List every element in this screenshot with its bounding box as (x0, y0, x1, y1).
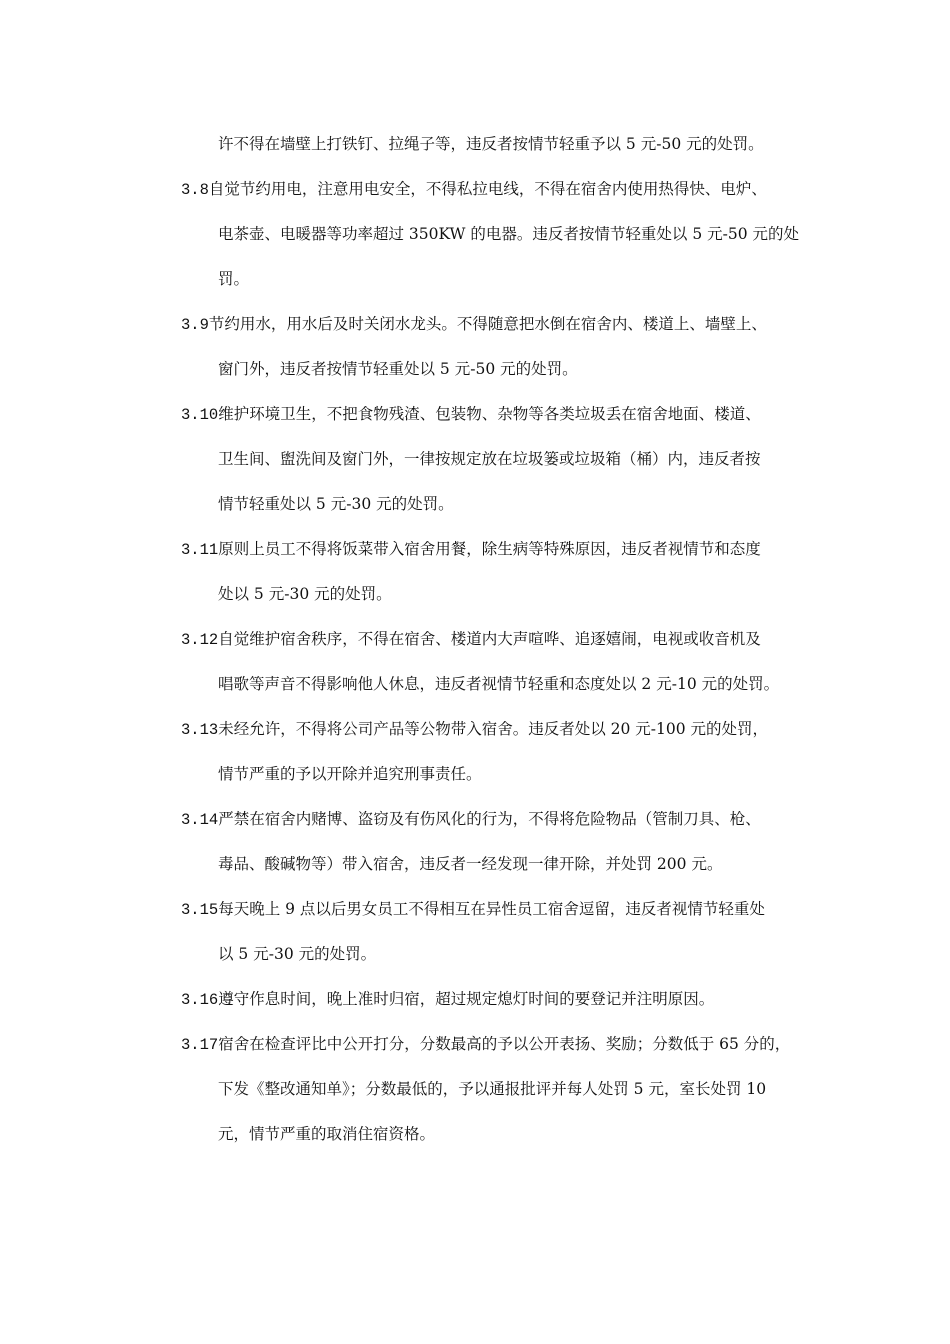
paragraph-line: 以 5 元-30 元的处罚。 (218, 945, 377, 963)
paragraph-line: 情节轻重处以 5 元-30 元的处罚。 (218, 495, 454, 513)
list-item-3-15 (181, 899, 765, 920)
paragraph-line: 许不得在墙壁上打铁钉、拉绳子等，违反者按情节轻重予以 5 元-50 元的处罚。 (218, 135, 764, 153)
item-text: 宿舍在检查评比中公开打分，分数最高的予以公开表扬、奖励；分数低于 65 分的， (218, 1035, 791, 1053)
list-item-3-8 (181, 179, 767, 200)
paragraph-line: 元，情节严重的取消住宿资格。 (218, 1125, 436, 1143)
paragraph-line: 毒品、酸碱物等）带入宿舍，违反者一经发现一律开除，并处罚 200 元。 (218, 855, 723, 873)
paragraph-line: 窗门外，违反者按情节轻重处以 5 元-50 元的处罚。 (218, 360, 578, 378)
item-number: 3.12 (181, 631, 219, 649)
list-item-3-14 (181, 809, 761, 830)
item-number: 3.17 (181, 1036, 219, 1054)
item-number: 3.9 (181, 316, 209, 334)
item-number: 3.11 (181, 541, 219, 559)
item-text: 自觉节约用电，注意用电安全，不得私拉电线，不得在宿舍内使用热得快、电炉、 (208, 180, 767, 198)
paragraph-line: 下发《整改通知单》；分数最低的，予以通报批评并每人处罚 5 元，室长处罚 10 (218, 1080, 767, 1098)
item-text: 严禁在宿舍内赌博、盗窃及有伤风化的行为，不得将危险物品（管制刀具、枪、 (218, 810, 761, 828)
list-item-3-13 (181, 719, 768, 740)
list-item-3-16 (181, 989, 714, 1010)
item-text: 维护环境卫生，不把食物残渣、包装物、杂物等各类垃圾丢在宿舍地面、楼道、 (218, 405, 761, 423)
paragraph-line: 处以 5 元-30 元的处罚。 (218, 585, 392, 603)
item-number: 3.14 (181, 811, 219, 829)
item-number: 3.8 (181, 181, 209, 199)
paragraph-line: 罚。 (218, 270, 250, 288)
item-number: 3.15 (181, 901, 219, 919)
item-text: 每天晚上 9 点以后男女员工不得相互在异性员工宿舍逗留，违反者视情节轻重处 (218, 900, 765, 918)
item-text: 未经允许，不得将公司产品等公物带入宿舍。违反者处以 20 元-100 元的处罚， (218, 720, 769, 738)
paragraph-line: 情节严重的予以开除并追究刑事责任。 (218, 765, 482, 783)
item-number: 3.13 (181, 721, 219, 739)
paragraph-line: 电茶壶、电暖器等功率超过 350KW 的电器。违反者按情节轻重处以 5 元-50 元的处 (218, 225, 800, 243)
item-number: 3.16 (181, 991, 219, 1009)
list-item-3-10 (181, 404, 761, 425)
paragraph-line: 卫生间、盥洗间及窗门外，一律按规定放在垃圾篓或垃圾箱（桶）内，违反者按 (218, 450, 761, 468)
paragraph-line: 唱歌等声音不得影响他人休息，违反者视情节轻重和态度处以 2 元-10 元的处罚。 (218, 675, 780, 693)
item-number: 3.10 (181, 406, 219, 424)
item-text: 遵守作息时间，晚上准时归宿，超过规定熄灯时间的要登记并注明原因。 (218, 990, 715, 1008)
list-item-3-12 (181, 629, 761, 650)
item-text: 原则上员工不得将饭菜带入宿舍用餐，除生病等特殊原因，违反者视情节和态度 (218, 540, 761, 558)
item-text: 节约用水，用水后及时关闭水龙头。不得随意把水倒在宿舍内、楼道上、墙壁上、 (208, 315, 767, 333)
list-item-3-9 (181, 314, 767, 335)
list-item-3-17 (181, 1034, 790, 1055)
list-item-3-11 (181, 539, 761, 560)
item-text: 自觉维护宿舍秩序，不得在宿舍、楼道内大声喧哗、追逐嬉闹，电视或收音机及 (218, 630, 761, 648)
